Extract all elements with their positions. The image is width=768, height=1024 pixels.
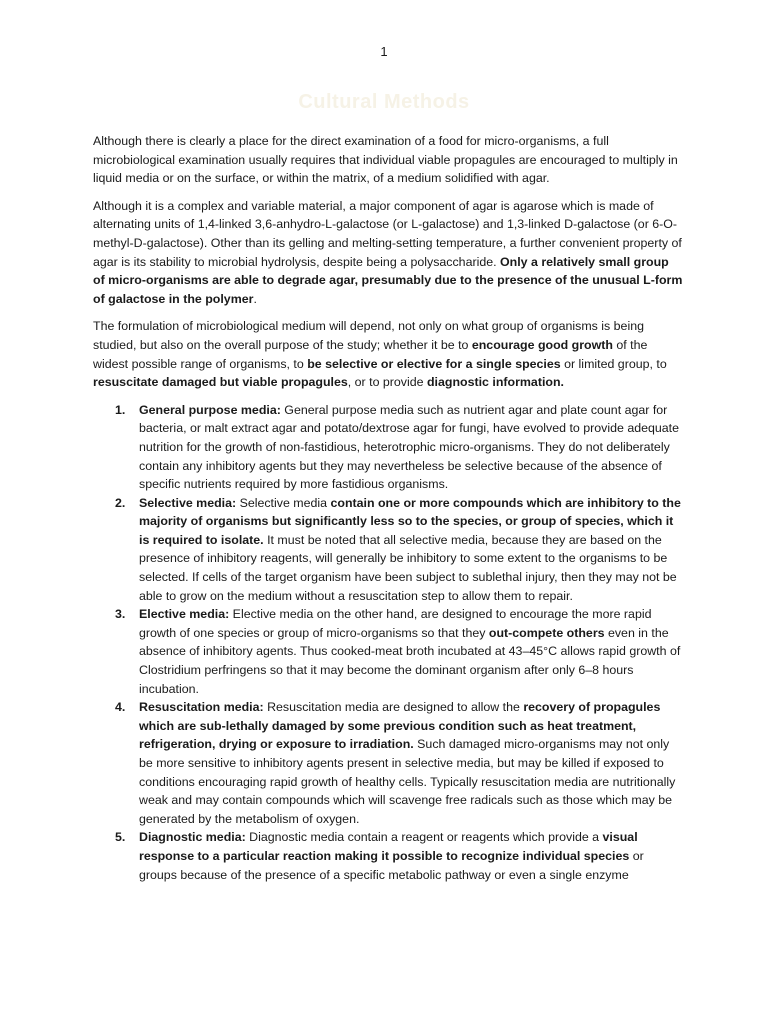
paragraph-text: or limited group, to bbox=[560, 356, 667, 371]
list-item-general-purpose-media bbox=[93, 401, 683, 494]
paragraph-text: Although it is a complex and variable material, a major component of agar is agarose which is made of alternating units of 1,4-linked 3,6-anhydro-L-galactose (or L-galactose) and 1,3-linked D-galactose (or 6-O-methyl-D-galactose). Other than its gelling and melting-setting temperature, a further convenient property of agar is its stability to microbial hydrolysis, despite being a polysaccharide. bbox=[93, 198, 682, 269]
list-item-text: Elective media on the other hand, are designed to encourage the more rapid growth of one species or group of micro-organisms so that they bbox=[139, 607, 652, 640]
list-item-heading: Diagnostic media: bbox=[139, 830, 246, 845]
list-item-elective-media bbox=[93, 605, 683, 698]
list-item-emphasis: recovery of propagules which are sub-lethally damaged by some previous condition such as heat treatment, refrigeration, drying or exposure to irradiation. bbox=[139, 700, 661, 752]
list-item-number: 5. bbox=[115, 830, 126, 845]
paragraph-emphasis: diagnostic information. bbox=[426, 375, 564, 390]
paragraph-emphasis: be selective or elective for a single species bbox=[307, 356, 561, 371]
paragraph-text: , or to provide bbox=[347, 375, 427, 390]
list-item-emphasis: contain one or more compounds which are inhibitory to the majority of organisms but significantly less so to the species, or group of species, which it is required to isolate. bbox=[139, 495, 681, 547]
document-title: Cultural Methods bbox=[298, 91, 470, 113]
media-types-list bbox=[93, 401, 683, 884]
paragraph-emphasis: resuscitate damaged but viable propagules bbox=[93, 375, 348, 390]
paragraph bbox=[93, 197, 683, 309]
list-item-text: General purpose media such as nutrient agar and plate count agar for bacteria, or malt extract agar and potato/dextrose agar for fungi, have evolved to provide adequate nutrition for the growth of non-fastidious, heterotrophic micro-organisms. They do not deliberately contain any inhibitory agents but they may nevertheless be selective because of the absence of specific nutrients required by more fastidious organisms. bbox=[139, 402, 680, 492]
list-item-text: Diagnostic media contain a reagent or reagents which provide a bbox=[245, 830, 603, 845]
list-item-resuscitation-media bbox=[93, 698, 683, 828]
list-item-heading: General purpose media: bbox=[139, 402, 281, 417]
list-item-heading: Resuscitation media: bbox=[139, 700, 264, 715]
list-item-text: It must be noted that all selective media, because they are based on the presence of inhibitory reagents, will generally be inhibitory to some extent to the organisms to be selected. If cells of the target organism have been subject to sublethal injury, then they may not be able to grow on the medium without a resuscitation step to allow them to repair. bbox=[139, 532, 677, 603]
document-body bbox=[93, 132, 683, 884]
paragraph-emphasis: encourage good growth bbox=[471, 337, 613, 352]
paragraph-text: The formulation of microbiological medium will depend, not only on what group of organisms is being studied, but also on the overall purpose of the study; whether it be to bbox=[93, 319, 644, 352]
list-item-text: Such damaged micro-organisms may not only be more sensitive to inhibitory agents present in selective media, but may be killed if exposed to conditions encouraging rapid growth of healthy cells. Typically resuscitation media are nutritionally weak and may contain compounds which will scavenge free radicals such as those which may be generated by the metabolism of oxygen. bbox=[139, 737, 676, 826]
list-item-diagnostic-media bbox=[93, 828, 683, 884]
paragraph bbox=[93, 317, 683, 391]
list-item-number: 4. bbox=[115, 700, 126, 715]
page-number: 1 bbox=[380, 44, 388, 59]
list-item-text: Selective media bbox=[236, 495, 331, 510]
list-item-number: 3. bbox=[115, 607, 126, 622]
list-item-text: Resuscitation media are designed to allow the bbox=[263, 700, 524, 715]
list-item-heading: Selective media: bbox=[139, 495, 237, 510]
list-item-number: 2. bbox=[115, 495, 126, 510]
paragraph-text: Although there is clearly a place for the direct examination of a food for micro-organisms, a full microbiological examination usually requires that individual viable propagules are encouraged to multiply in liquid media or on the surface, or within the matrix, of a medium solidified with agar. bbox=[93, 134, 678, 186]
list-item-text: even in the absence of inhibitory agents. Thus cooked-meat broth incubated at 43–45°C allows rapid growth of Clostridium perfringens so that it may become the dominant organism after only 6–8 hours incubation. bbox=[139, 625, 681, 696]
paragraph-text: of the widest possible range of organisms, to bbox=[93, 337, 648, 371]
paragraph-text: . bbox=[253, 291, 257, 306]
list-item-selective-media bbox=[93, 494, 683, 606]
list-item-number: 1. bbox=[115, 402, 126, 417]
list-item-emphasis: out-compete others bbox=[488, 625, 605, 640]
list-item-heading: Elective media: bbox=[139, 607, 230, 622]
list-item-text: or groups because of the presence of a specific metabolic pathway or even a single enzyme bbox=[139, 848, 644, 882]
paragraph-emphasis: Only a relatively small group of micro-organisms are able to degrade agar, presumably due to the presence of the unusual L-form of galactose in the polymer bbox=[93, 254, 683, 306]
list-item-emphasis: visual response to a particular reaction making it possible to recognize individual species bbox=[139, 830, 638, 863]
paragraph bbox=[93, 132, 683, 188]
